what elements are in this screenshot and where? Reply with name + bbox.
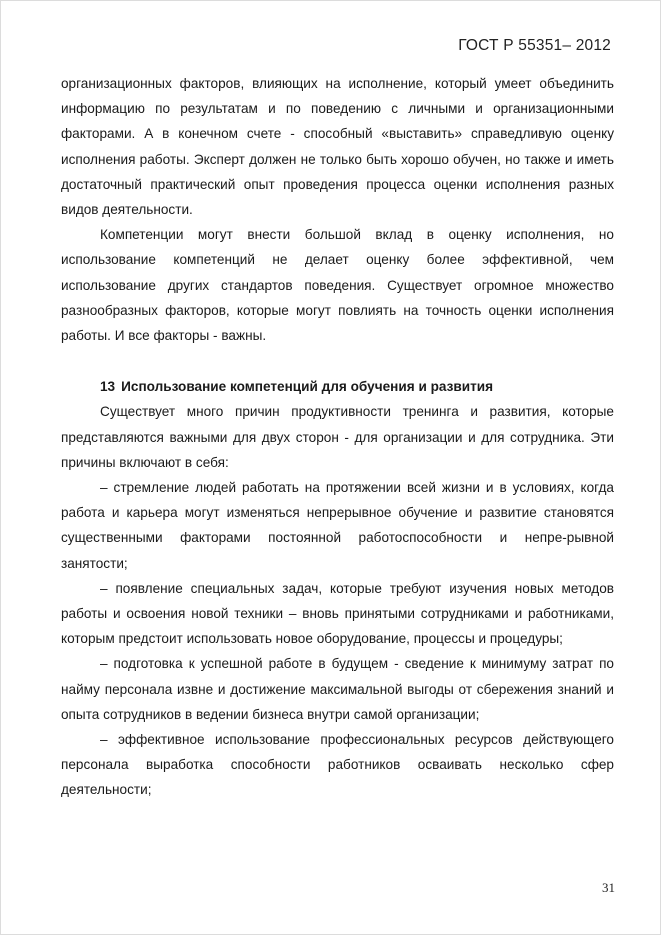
page-number: 31	[602, 880, 615, 895]
section-number: 13	[100, 379, 116, 395]
paragraph-1: организационных факторов, влияющих на исполнение, который умеет объединить информацию по результатам и по поведению с личными и организационными факторами. А в конечном счете - способный «выставить» справедливую оценку исполнения работы. Эксперт должен не только быть хорошо обучен, но также и иметь достаточный практический опыт проведения процесса оценки исполнения разных видов деятельности.	[61, 76, 614, 218]
section-title-text: Использование компетенций для обучения и развития	[121, 379, 494, 395]
list-item: – стремление людей работать на протяжении всей жизни и в условиях, когда работа и карьера могут изменяться непрерывное обучение и развитие становятся существенными факторами постоянной работоспособности и непре-рывной занятости;	[61, 480, 614, 571]
page-body	[61, 71, 614, 803]
paragraph-3: Существует много причин продуктивности тренинга и развития, которые представляются важными для двух сторон - для организации и для сотрудника. Эти причины включают в себя:	[61, 404, 614, 470]
paragraph-2: Компетенции могут внести большой вклад в оценку исполнения, но использование компетенций не делает оценку более эффективной, чем использование других стандартов поведения. Существует огромное множество разнообразных факторов, которые могут повлиять на точность оценки исполнения работы. И все факторы - важны.	[61, 227, 614, 344]
section-heading	[61, 374, 614, 399]
list-item: – появление специальных задач, которые требуют изучения новых методов работы и освоения новой техники – вновь принятыми сотрудниками и работниками, которым предстоит использовать новое оборудование, процессы и процедуры;	[61, 580, 614, 647]
list-item: – эффективное использование профессиональных ресурсов действующего персонала выработка способности работников осваивать несколько сфер деятельности;	[61, 732, 614, 798]
list-item: – подготовка к успешной работе в будущем - сведение к минимуму затрат по найму персонала извне и достижение максимальной выгоды от сбережения знаний и опыта сотрудников в ведении бизнеса внутри самой организации;	[61, 656, 614, 722]
document-code: ГОСТ Р 55351– 2012	[458, 37, 611, 54]
